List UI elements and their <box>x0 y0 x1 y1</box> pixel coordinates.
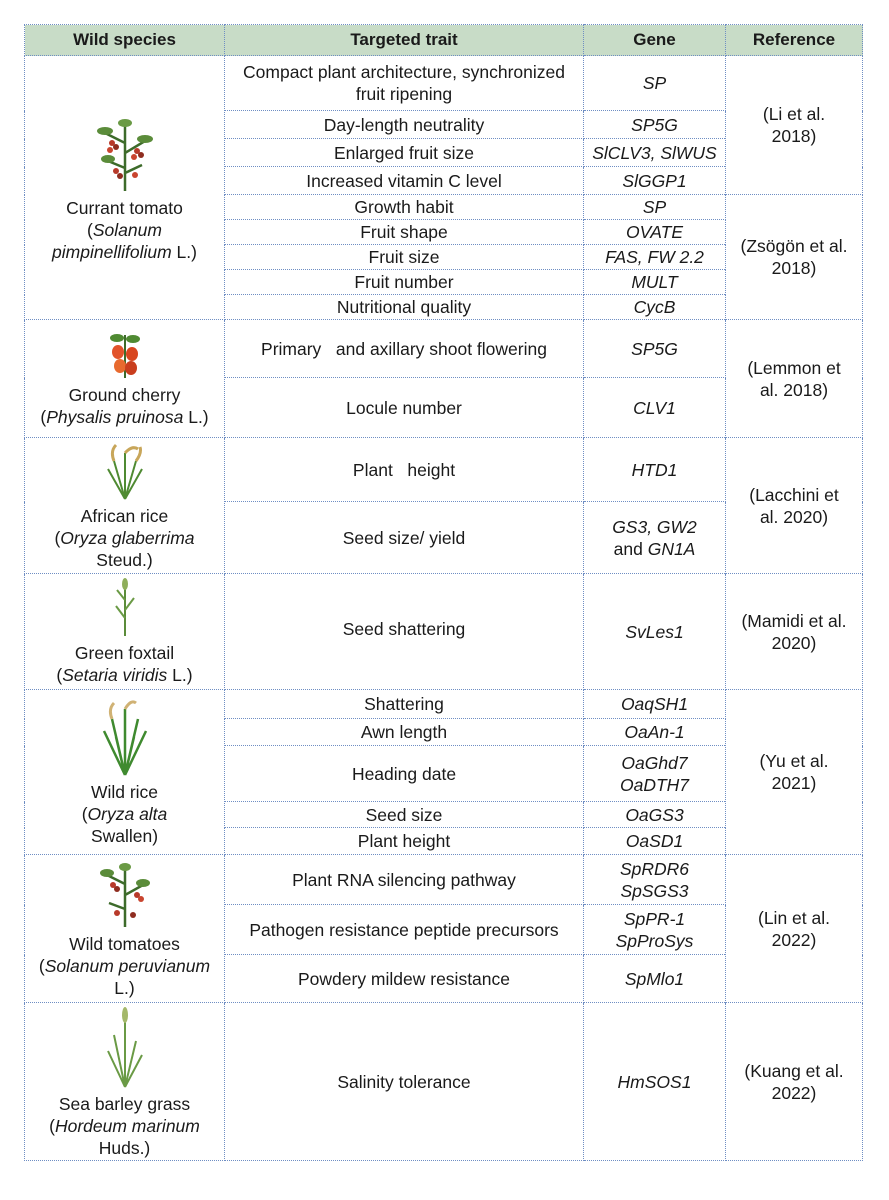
trait-cell: Pathogen resistance peptide precursors <box>225 905 584 955</box>
trait-cell: Plant height <box>225 438 584 502</box>
gene-name: SpSGS3 <box>620 880 689 901</box>
gene-cell: CLV1 <box>584 378 726 438</box>
gene-cell: SpMlo1 <box>584 955 726 1003</box>
gene-name: GN1A <box>647 538 696 559</box>
table-row <box>25 574 863 690</box>
species-common-name: Ground cherry <box>68 384 181 405</box>
trait-cell: Increased vitamin C level <box>225 167 584 195</box>
gene-cell <box>584 502 726 574</box>
trait-cell: Heading date <box>225 746 584 802</box>
trait-cell: Powdery mildew resistance <box>225 955 584 1003</box>
rice-plant-icon <box>102 441 148 501</box>
species-cell <box>25 1003 225 1161</box>
species-cell <box>25 690 225 855</box>
header-targeted-trait: Targeted trait <box>225 25 584 56</box>
species-cell <box>25 320 225 438</box>
species-table <box>24 24 863 1161</box>
species-cell <box>25 574 225 690</box>
gene-cell: OVATE <box>584 220 726 245</box>
gene-cell: OaqSH1 <box>584 690 726 719</box>
trait-cell: Plant height <box>225 828 584 855</box>
species-scientific-name: (Oryza alta <box>81 804 168 824</box>
gene-cell: SlCLV3, SlWUS <box>584 139 726 167</box>
header-gene: Gene <box>584 25 726 56</box>
gene-cell: CycB <box>584 295 726 320</box>
table-row <box>25 690 863 719</box>
trait-cell: Growth habit <box>225 195 584 220</box>
reference-cell: (Lemmon et al. 2018) <box>726 320 863 438</box>
species-common-name: Sea barley grass <box>58 1093 191 1114</box>
gene-cell: HTD1 <box>584 438 726 502</box>
species-authority: Swallen) <box>90 826 159 846</box>
gene-cell: OaSD1 <box>584 828 726 855</box>
species-cell <box>25 855 225 1003</box>
wild-tomato-icon <box>95 859 155 929</box>
trait-cell: Salinity tolerance <box>225 1003 584 1161</box>
gene-name: SpProSys <box>615 930 694 951</box>
reference-cell: (Yu et al. 2021) <box>726 690 863 855</box>
foxtail-plant-icon <box>110 578 140 638</box>
trait-cell: Seed size <box>225 802 584 828</box>
gene-cell <box>584 746 726 802</box>
gene-cell: SvLes1 <box>584 574 726 690</box>
species-common-name: Wild tomatoes <box>69 933 180 954</box>
barley-plant-icon <box>100 1005 150 1089</box>
trait-cell: Compact plant architecture, synchronized fruit ripening <box>225 56 584 111</box>
gene-name: OaDTH7 <box>619 774 690 795</box>
gene-cell: MULT <box>584 270 726 295</box>
gene-name: SpPR-1 <box>623 908 686 929</box>
gene-cell <box>584 905 726 955</box>
trait-cell: Fruit size <box>225 245 584 270</box>
header-wild-species: Wild species <box>25 25 225 56</box>
table-row <box>25 855 863 905</box>
species-scientific-name: (Solanum peruvianum L.) <box>38 955 211 998</box>
trait-cell: Seed size/ yield <box>225 502 584 574</box>
gene-cell: SP <box>584 195 726 220</box>
trait-cell: Primary and axillary shoot flowering <box>225 320 584 378</box>
species-scientific-name: (Oryza glaberrima Steud.) <box>54 527 195 570</box>
trait-cell: Nutritional quality <box>225 295 584 320</box>
reference-cell: (Mamidi et al. 2020) <box>726 574 863 690</box>
trait-cell: Fruit shape <box>225 220 584 245</box>
ground-cherry-icon <box>105 330 145 380</box>
species-common-name: Green foxtail <box>74 642 175 663</box>
gene-connector: and <box>613 538 648 559</box>
species-scientific-name: (Solanum pimpinellifolium L.) <box>52 219 197 262</box>
trait-cell: Seed shattering <box>225 574 584 690</box>
species-authority: Huds.) <box>98 1137 151 1158</box>
species-cell <box>25 438 225 574</box>
reference-cell: (Lin et al. 2022) <box>726 855 863 1003</box>
gene-cell: OaAn-1 <box>584 719 726 746</box>
header-row <box>25 25 863 56</box>
wild-rice-icon <box>98 697 152 777</box>
trait-cell: Awn length <box>225 719 584 746</box>
species-scientific-name: (Physalis pruinosa L.) <box>40 406 209 427</box>
table-row <box>25 320 863 378</box>
species-cell <box>25 56 225 320</box>
species-common-name: Wild rice <box>90 782 159 802</box>
header-reference: Reference <box>726 25 863 56</box>
gene-name: GS3, GW2 <box>612 516 697 537</box>
tomato-plant-icon <box>90 113 160 193</box>
species-scientific-name: (Hordeum marinum <box>49 1115 200 1136</box>
gene-cell: SP <box>584 56 726 111</box>
species-scientific-name: (Setaria viridis L.) <box>56 664 193 685</box>
trait-cell: Day-length neutrality <box>225 111 584 139</box>
trait-cell: Shattering <box>225 690 584 719</box>
trait-cell: Plant RNA silencing pathway <box>225 855 584 905</box>
gene-cell <box>584 855 726 905</box>
gene-cell: SP5G <box>584 111 726 139</box>
reference-cell: (Kuang et al. 2022) <box>726 1003 863 1161</box>
species-common-name: Currant tomato <box>66 197 183 218</box>
gene-cell: FAS, FW 2.2 <box>584 245 726 270</box>
gene-cell: OaGS3 <box>584 802 726 828</box>
gene-cell: HmSOS1 <box>584 1003 726 1161</box>
gene-name: OaGhd7 <box>621 752 688 773</box>
table-row <box>25 1003 863 1161</box>
reference-cell: (Lacchini et al. 2020) <box>726 438 863 574</box>
trait-cell: Enlarged fruit size <box>225 139 584 167</box>
reference-cell: (Li et al. 2018) <box>726 56 863 195</box>
table-row <box>25 438 863 502</box>
reference-cell: (Zsögön et al. 2018) <box>726 195 863 320</box>
gene-cell: SP5G <box>584 320 726 378</box>
table-row <box>25 56 863 111</box>
species-common-name: African rice <box>80 505 169 526</box>
gene-name: SpRDR6 <box>619 858 690 879</box>
gene-cell: SlGGP1 <box>584 167 726 195</box>
trait-cell: Fruit number <box>225 270 584 295</box>
trait-cell: Locule number <box>225 378 584 438</box>
